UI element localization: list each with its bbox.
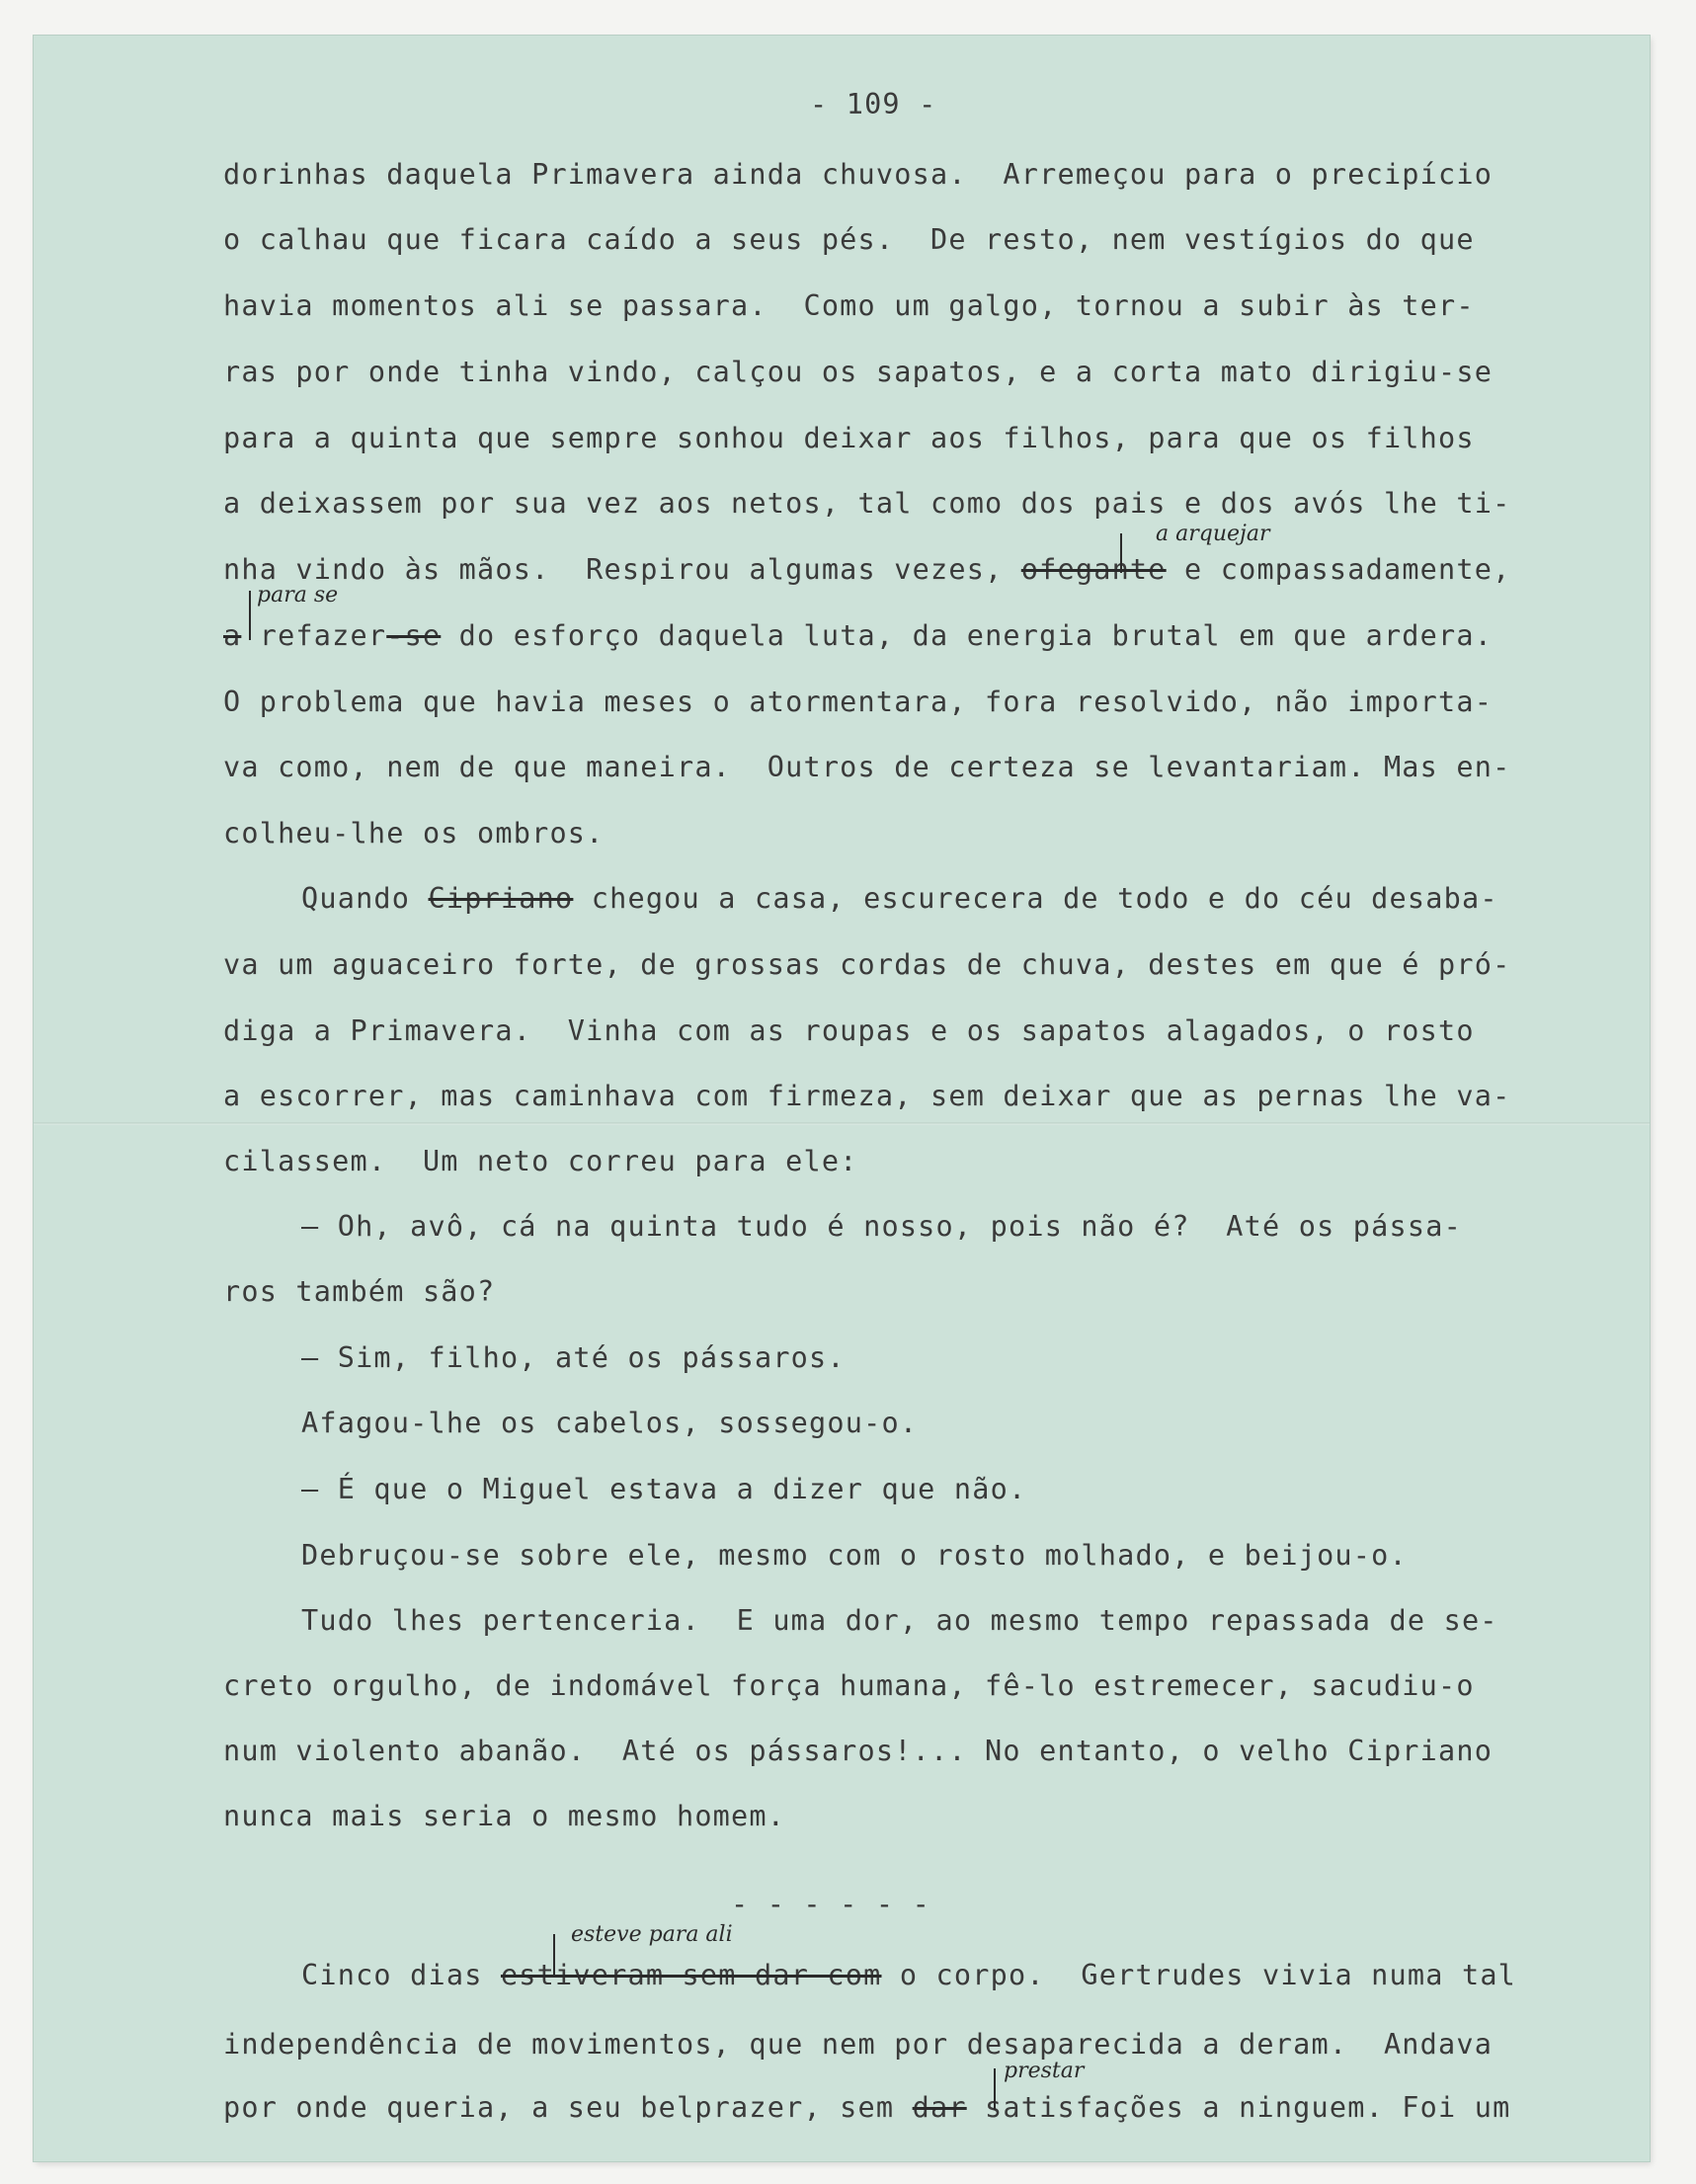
text-segment: e compassadamente, bbox=[1166, 553, 1511, 586]
struck-word: dar bbox=[912, 2091, 967, 2124]
text-segment: Quando bbox=[301, 882, 429, 915]
page-number: - 109 - bbox=[810, 88, 937, 121]
text-line: Afagou-lhe os cabelos, sossegou-o. bbox=[301, 1407, 919, 1439]
insertion-caret bbox=[249, 591, 251, 640]
text-line: colheu-lhe os ombros. bbox=[223, 817, 605, 849]
text-line: va como, nem de que maneira. Outros de certeza se levantariam. Mas en- bbox=[223, 751, 1511, 783]
insertion-caret bbox=[994, 2068, 996, 2110]
text-segment: por onde queria, a seu belprazer, sem bbox=[223, 2091, 913, 2124]
text-line: Debruçou-se sobre ele, mesmo com o rosto molhado, e beijou-o. bbox=[301, 1539, 1408, 1572]
text-segment: o corpo. Gertrudes vivia numa tal bbox=[881, 1959, 1517, 1991]
text-line: a deixassem por sua vez aos netos, tal como dos pais e dos avós lhe ti- bbox=[223, 487, 1511, 520]
text-line: O problema que havia meses o atormentara, fora resolvido, não importa- bbox=[223, 686, 1494, 718]
text-segment: nha vindo às mãos. Respirou algumas vezes, bbox=[223, 553, 1021, 586]
text-segment: refazer bbox=[241, 619, 387, 652]
text-line: diga a Primavera. Vinha com as roupas e os sapatos alagados, o rosto bbox=[223, 1014, 1475, 1047]
struck-word: ofegante bbox=[1020, 553, 1167, 586]
text-line bbox=[223, 2088, 1510, 2128]
insertion-caret bbox=[553, 1934, 555, 1978]
handwritten-correction: para se bbox=[257, 583, 339, 607]
handwritten-correction: esteve para ali bbox=[571, 1922, 733, 1947]
text-line: dorinhas daquela Primavera ainda chuvosa. Arremeçou para o precipício bbox=[223, 158, 1494, 191]
struck-word: Cipriano bbox=[428, 882, 574, 915]
insertion-caret bbox=[1120, 533, 1122, 573]
text-line: para a quinta que sempre sonhou deixar aos filhos, para que os filhos bbox=[223, 422, 1475, 454]
text-line: nunca mais seria o mesmo homem. bbox=[223, 1800, 786, 1832]
dialogue-line: — É que o Miguel estava a dizer que não. bbox=[301, 1473, 1027, 1505]
handwritten-correction: a arquejar bbox=[1156, 522, 1270, 546]
handwritten-correction: prestar bbox=[1004, 2059, 1085, 2083]
section-separator: - - - - - - bbox=[731, 1888, 930, 1920]
text-line: cilassem. Um neto correu para ele: bbox=[223, 1145, 858, 1177]
text-segment: do esforço daquela luta, da energia brutal em que ardera. bbox=[441, 619, 1494, 652]
text-line: ras por onde tinha vindo, calçou os sapatos, e a corta mato dirigiu-se bbox=[223, 356, 1494, 388]
struck-word: a bbox=[223, 619, 242, 652]
text-line bbox=[301, 879, 1498, 919]
struck-word: estiveram sem dar com bbox=[500, 1959, 882, 1991]
text-line: num violento abanão. Até os pássaros!... No entanto, o velho Cipriano bbox=[223, 1735, 1494, 1767]
text-line: va um aguaceiro forte, de grossas cordas de chuva, destes em que é pró- bbox=[223, 948, 1511, 981]
text-line: independência de movimentos, que nem por desaparecida a deram. Andava bbox=[223, 2028, 1494, 2061]
text-line: a escorrer, mas caminhava com firmeza, sem deixar que as pernas lhe va- bbox=[223, 1080, 1511, 1112]
dialogue-line: — Oh, avô, cá na quinta tudo é nosso, pois não é? Até os pássa- bbox=[301, 1210, 1462, 1243]
text-line: havia momentos ali se passara. Como um galgo, tornou a subir às ter- bbox=[223, 289, 1475, 322]
text-segment: satisfações a ninguem. Foi um bbox=[966, 2091, 1511, 2124]
text-line: o calhau que ficara caído a seus pés. De resto, nem vestígios do que bbox=[223, 223, 1475, 256]
text-line: ros também são? bbox=[223, 1275, 496, 1308]
text-line bbox=[223, 616, 1493, 656]
struck-word: -se bbox=[386, 619, 442, 652]
dialogue-line: — Sim, filho, até os pássaros. bbox=[301, 1341, 846, 1374]
text-line: Tudo lhes pertenceria. E uma dor, ao mesmo tempo repassada de se- bbox=[301, 1604, 1498, 1637]
text-line: creto orgulho, de indomável força humana, fê-lo estremecer, sacudiu-o bbox=[223, 1669, 1475, 1702]
text-line bbox=[223, 550, 1510, 590]
text-line bbox=[301, 1956, 1516, 1995]
text-segment: Cinco dias bbox=[301, 1959, 501, 1991]
text-segment: chegou a casa, escurecera de todo e do céu desaba- bbox=[573, 882, 1498, 915]
